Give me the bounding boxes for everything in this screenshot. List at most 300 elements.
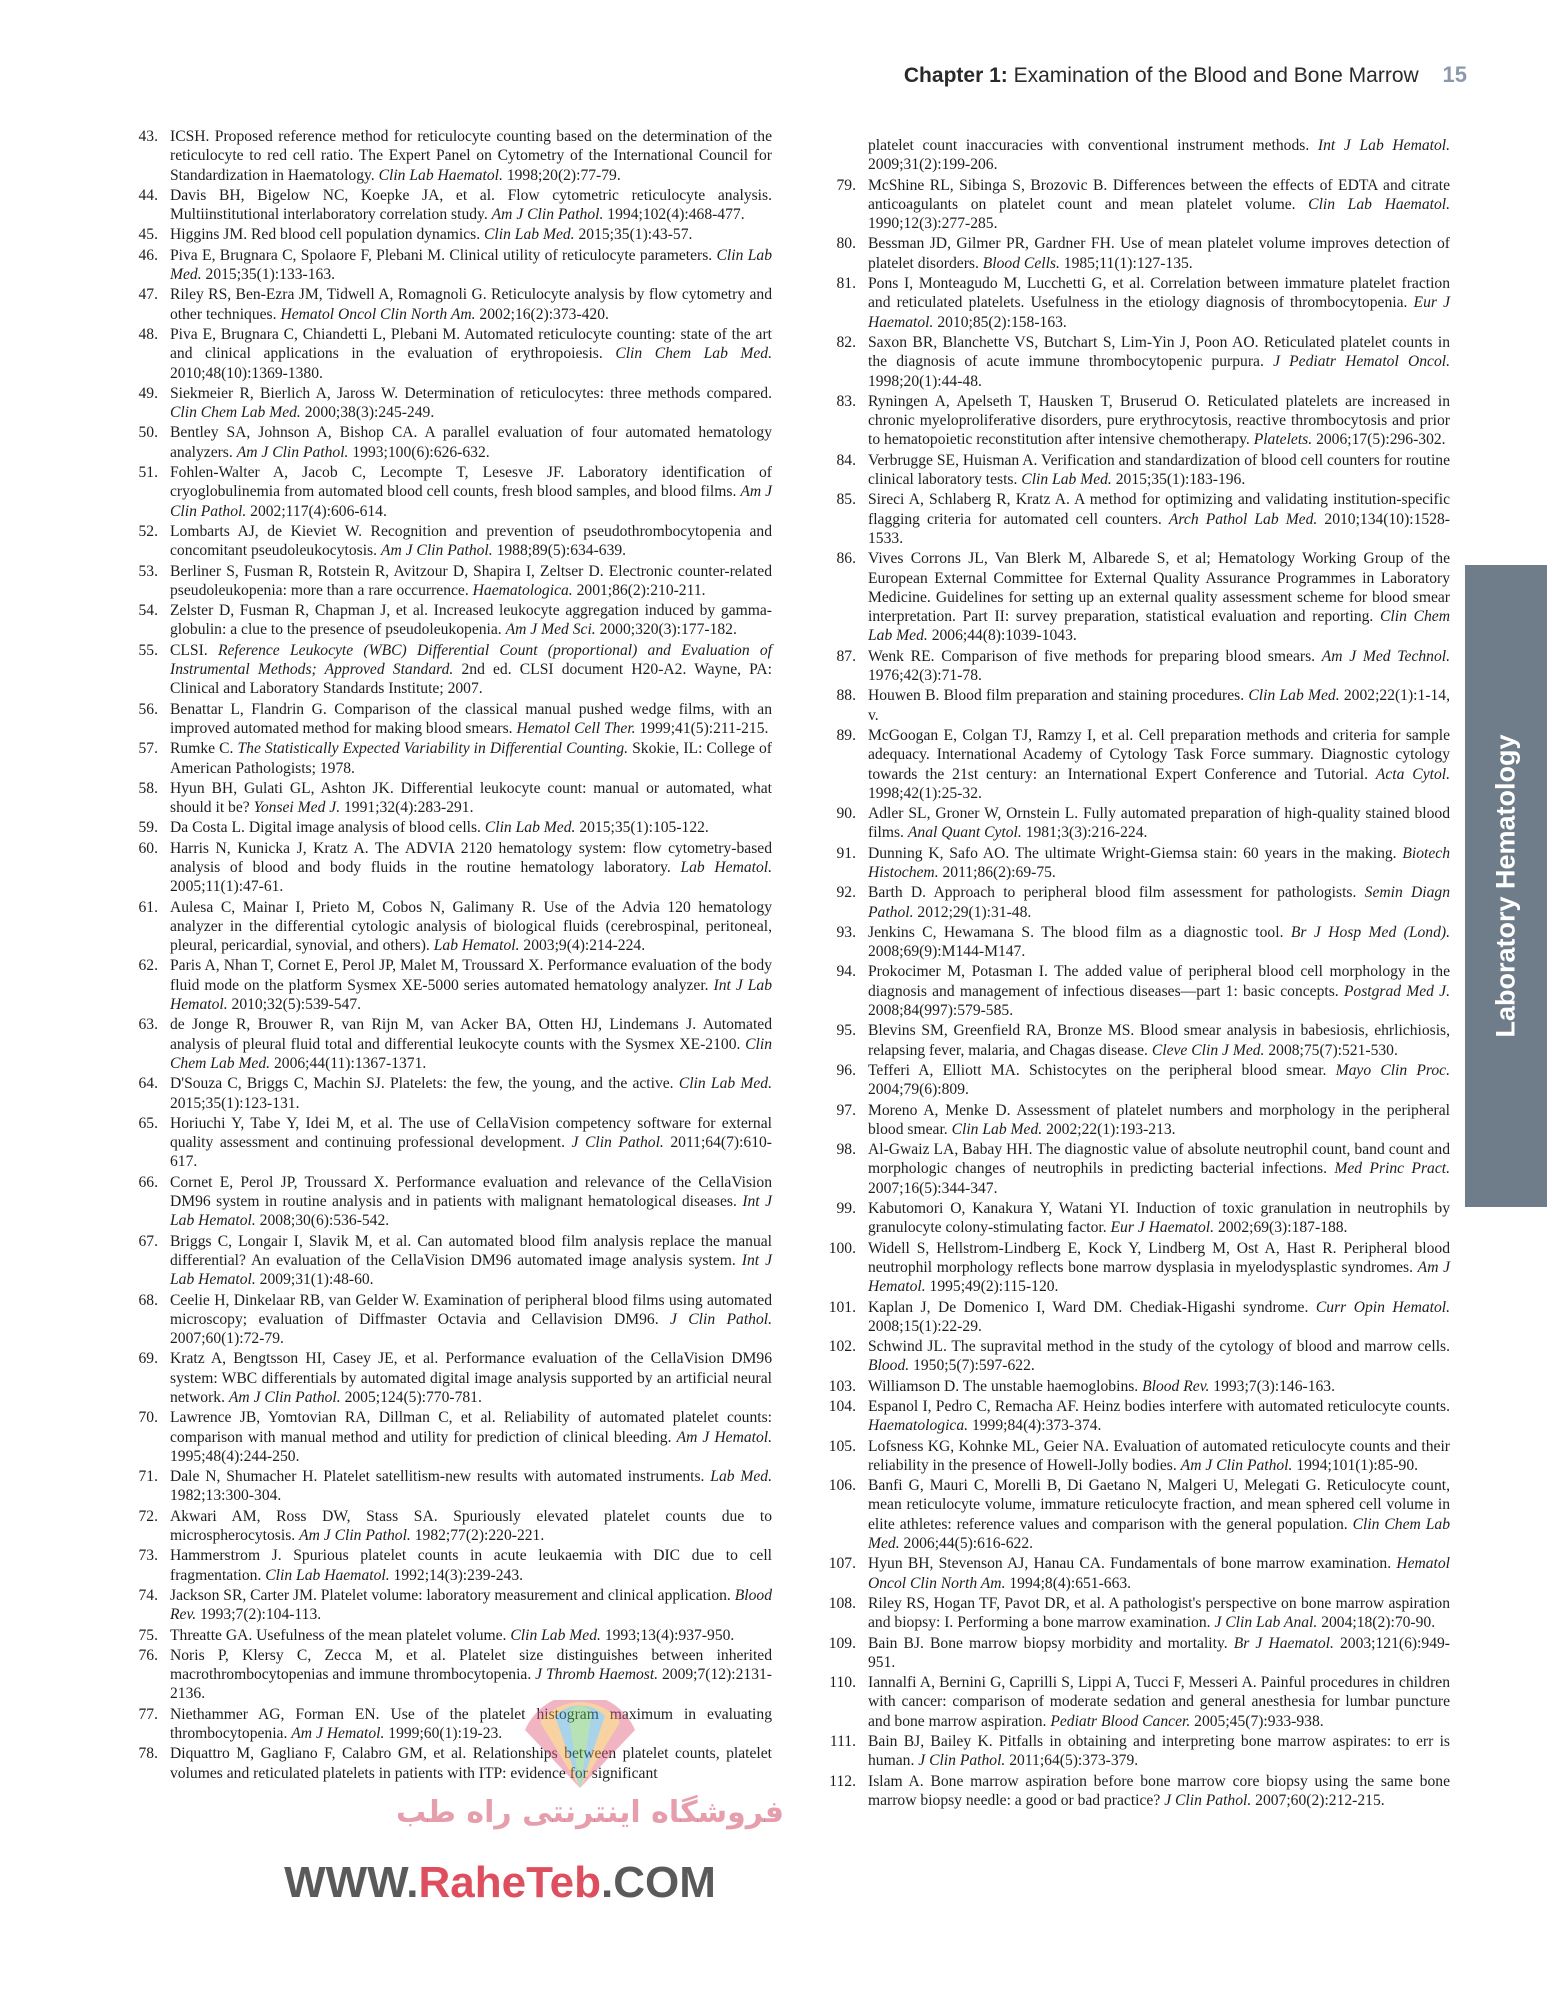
reference-citation: 1993;7(3):146-163. <box>1213 1377 1335 1395</box>
reference-body: Hyun BH, Stevenson AJ, Hanau CA. Fundamentals of bone marrow examination. <box>868 1555 1392 1573</box>
reference-journal: Hematol Oncol Clin North Am. <box>280 305 476 323</box>
reference-item <box>112 956 772 1014</box>
reference-body: Piva E, Brugnara C, Chiandetti L, Plebani M. Automated reticulocyte counting: state of the art and clinical applications in the evaluation of erythropoiesis. <box>170 325 772 363</box>
reference-body: Schwind JL. The supravital method in the study of the cytology of blood and marrow cells. <box>868 1338 1450 1356</box>
reference-text <box>868 1476 1450 1553</box>
reference-citation: 1998;42(1):25-32. <box>868 784 982 802</box>
reference-journal: J Clin Pathol. <box>669 1310 773 1328</box>
reference-citation: 1994;101(1):85-90. <box>1296 1456 1419 1474</box>
reference-body: Hammerstrom J. Spurious platelet counts in acute leukaemia with DIC due to cell fragmentation. <box>170 1547 772 1584</box>
reference-number: 56. <box>138 700 158 718</box>
reference-number: 84. <box>836 451 856 469</box>
reference-number: 99. <box>836 1200 856 1218</box>
reference-item <box>112 839 772 897</box>
reference-journal: Clin Lab Haematol. <box>378 166 503 184</box>
reference-body: Higgins JM. Red blood cell population dynamics. <box>170 226 481 244</box>
reference-citation: 2009;7(12):2131-2136. <box>170 1666 772 1703</box>
reference-number: 95. <box>836 1022 856 1040</box>
reference-body: Piva E, Brugnara C, Spolaore F, Plebani M. Clinical utility of reticulocyte parameters. <box>170 246 713 264</box>
reference-text <box>868 647 1450 686</box>
reference-journal: Am J Hematol. <box>676 1428 773 1446</box>
reference-citation: 2015;35(1):133-163. <box>205 266 336 284</box>
reference-citation: 1991;32(4):283-291. <box>344 799 474 817</box>
reference-text <box>868 1377 1450 1396</box>
reference-item <box>810 804 1450 843</box>
watermark-url-suffix: .COM <box>601 1858 716 1907</box>
reference-text <box>868 490 1450 548</box>
reference-journal: J Pediatr Hematol Oncol. <box>1273 353 1450 371</box>
reference-citation: 1993;7(2):104-113. <box>200 1606 322 1624</box>
reference-text <box>868 962 1450 1020</box>
reference-journal: Clin Lab Haematol. <box>1308 195 1450 213</box>
section-side-tab <box>1465 565 1547 1207</box>
reference-text <box>170 1646 772 1704</box>
reference-journal: Hematol Oncol Clin North Am. <box>868 1555 1451 1592</box>
reference-number: 57. <box>138 740 158 758</box>
reference-number: 52. <box>138 522 158 540</box>
reference-number: 54. <box>138 602 158 620</box>
reference-item <box>112 325 772 383</box>
reference-body: Rumke C. <box>170 740 234 758</box>
reference-item <box>810 333 1450 391</box>
reference-text <box>170 1507 772 1546</box>
reference-item <box>112 1408 772 1466</box>
reference-item <box>810 1140 1450 1198</box>
reference-number: 83. <box>836 392 856 410</box>
reference-body: Bain BJ, Bailey K. Pitfalls in obtaining and interpreting bone marrow aspirates: to err is human. <box>868 1733 1450 1770</box>
reference-citation: 2009;31(2):199-206. <box>868 156 998 174</box>
reference-body: Benattar L, Flandrin G. Comparison of the classical manual pushed wedge films, with an improved automated method for making blood smears. <box>170 700 772 737</box>
reference-text <box>868 1732 1450 1771</box>
reference-text <box>170 1626 772 1645</box>
reference-citation: 2000;320(3):177-182. <box>599 621 737 639</box>
reference-text <box>868 176 1450 234</box>
reference-text <box>868 1061 1450 1100</box>
reference-number: 65. <box>138 1114 158 1132</box>
reference-body: Pons I, Monteagudo M, Lucchetti G, et al. Correlation between immature platelet fraction and reticulated platelets. Usefulness in the etiology diagnosis of thrombocytopenia. <box>868 275 1450 312</box>
reference-body: Noris P, Klersy C, Zecca M, et al. Platelet size distinguishes between inherited macrothrombocytopenias and immune thrombocytopenia. <box>170 1646 772 1684</box>
reference-text <box>170 1291 772 1349</box>
reference-text <box>868 1298 1450 1337</box>
watermark-logo-icon <box>505 1700 655 1790</box>
reference-citation: 2007;60(1):72-79. <box>170 1330 284 1348</box>
reference-item <box>810 844 1450 883</box>
reference-citation: 1985;11(1):127-135. <box>1063 254 1193 272</box>
reference-citation: 2010;85(2):158-163. <box>937 313 1067 331</box>
reference-number: 60. <box>138 839 158 857</box>
reference-body: Riley RS, Ben-Ezra JM, Tidwell A, Romagnoli G. Reticulocyte analysis by flow cytometry and other techniques. <box>170 286 772 323</box>
reference-item <box>112 423 772 462</box>
reference-journal: Lab Med. <box>710 1468 772 1486</box>
reference-item <box>112 779 772 818</box>
reference-number: 109. <box>828 1634 856 1652</box>
reference-journal: Med Princ Pract. <box>1334 1160 1450 1178</box>
reference-citation: 2000;38(3):245-249. <box>304 404 435 422</box>
reference-journal: Clin Lab Med. <box>1021 471 1112 489</box>
reference-citation: 2002;16(2):373-420. <box>479 305 609 323</box>
reference-body: Dunning K, Safo AO. The ultimate Wright-Giemsa stain: 60 years in the making. <box>868 844 1397 862</box>
reference-citation: 2008;84(997):579-585. <box>868 1002 1014 1020</box>
reference-item <box>112 1467 772 1506</box>
reference-text <box>868 1239 1450 1297</box>
reference-item <box>112 739 772 778</box>
reference-number: 91. <box>836 844 856 862</box>
reference-text <box>170 1586 772 1625</box>
reference-journal: Clin Lab Med. <box>170 246 772 284</box>
reference-journal: Am J Clin Pathol. <box>170 483 773 520</box>
reference-citation: 1994;102(4):468-477. <box>607 206 745 224</box>
reference-number: 87. <box>836 647 856 665</box>
reference-text <box>170 700 772 739</box>
reference-citation: 1994;8(4):651-663. <box>1009 1574 1132 1592</box>
reference-item <box>810 1397 1450 1436</box>
reference-journal: Br J Hosp Med (Lond). <box>1290 923 1450 941</box>
reference-number: 50. <box>138 424 158 442</box>
reference-journal: Int J Lab Hematol. <box>170 976 772 1014</box>
reference-item <box>112 1232 772 1290</box>
reference-citation: 2008;30(6):536-542. <box>259 1212 390 1230</box>
reference-citation: 2011;86(2):69-75. <box>942 863 1056 881</box>
references-right-column <box>810 136 1450 1811</box>
reference-body: Bessman JD, Gilmer PR, Gardner FH. Use of mean platelet volume improves detection of platelet disorders. <box>868 235 1450 272</box>
reference-journal: Clin Lab Med. <box>678 1075 772 1093</box>
reference-number: 68. <box>138 1291 158 1309</box>
reference-citation: 1999;84(4):373-374. <box>971 1417 1102 1435</box>
reference-journal: Clin Lab Haematol. <box>265 1566 390 1584</box>
reference-body: Houwen B. Blood film preparation and staining procedures. <box>868 687 1245 705</box>
reference-citation: 2010;134(10):1528-1533. <box>868 510 1450 547</box>
reference-item <box>810 726 1450 803</box>
reference-citation: 2003;9(4):214-224. <box>523 937 646 955</box>
reference-item <box>112 1173 772 1231</box>
reference-text <box>170 1546 772 1585</box>
reference-citation: 2010;32(5):539-547. <box>231 996 362 1014</box>
reference-journal: Blood Rev. <box>170 1586 772 1624</box>
reference-journal: Platelets. <box>1253 431 1313 449</box>
reference-citation: 2002;22(1):1-14, v. <box>868 687 1450 724</box>
reference-item <box>810 1337 1450 1376</box>
reference-number: 46. <box>138 246 158 264</box>
reference-number: 72. <box>138 1507 158 1525</box>
reference-journal: Haematologica. <box>868 1417 969 1435</box>
reference-journal: Am J Clin Pathol. <box>299 1527 411 1545</box>
reference-text <box>170 325 772 383</box>
reference-text <box>170 463 772 521</box>
reference-item <box>810 883 1450 922</box>
reference-number: 67. <box>138 1232 158 1250</box>
reference-text <box>868 1101 1450 1140</box>
reference-journal: Int J Lab Hematol. <box>170 1193 772 1230</box>
side-tab-label: Laboratory Hematology <box>1490 734 1521 1038</box>
watermark-persian-text: فروشگاه اینترنتی راه طب <box>395 1795 785 1830</box>
reference-journal: J Thromb Haemost. <box>535 1666 659 1684</box>
reference-number: 112. <box>829 1772 856 1790</box>
reference-body: Wenk RE. Comparison of five methods for preparing blood smears. <box>868 647 1316 665</box>
reference-citation: 2009;31(1):48-60. <box>259 1271 374 1289</box>
reference-item <box>810 1101 1450 1140</box>
reference-text <box>868 923 1450 962</box>
reference-journal: Clin Lab Med. <box>484 819 576 837</box>
reference-item <box>112 384 772 423</box>
reference-body: Moreno A, Menke D. Assessment of platelet numbers and morphology in the peripheral blood smear. <box>868 1101 1450 1138</box>
reference-number: 90. <box>836 805 856 823</box>
reference-text <box>868 1199 1450 1238</box>
reference-number: 58. <box>138 779 158 797</box>
reference-body: Harris N, Kunicka J, Kratz A. The ADVIA 2120 hematology system: flow cytometry-based analysis of blood and body fluids in the routine hematology laboratory. <box>170 839 772 876</box>
reference-body: Horiuchi Y, Tabe Y, Idei M, et al. The use of CellaVision competency software for external quality assessment and continuing professional development. <box>170 1114 772 1152</box>
reference-body: Akwari AM, Ross DW, Stass SA. Spuriously elevated platelet counts due to microspherocytosis. <box>170 1507 772 1545</box>
reference-body: Adler SL, Groner W, Ornstein L. Fully automated preparation of high-quality stained blood films. <box>868 805 1450 842</box>
reference-body: Siekmeier R, Bierlich A, Jaross W. Determination of reticulocytes: three methods compared. <box>170 384 772 402</box>
reference-body: Paris A, Nhan T, Cornet E, Perol JP, Malet M, Troussard X. Performance evaluation of the body fluid mode on the platform Sysmex XE-5000 series automated hematology analyzer. <box>170 957 772 994</box>
reference-citation: 1988;89(5):634-639. <box>496 542 627 560</box>
reference-item <box>112 1015 772 1073</box>
reference-item <box>112 225 772 244</box>
reference-journal: Anal Quant Cytol. <box>907 824 1022 842</box>
reference-item <box>112 285 772 324</box>
reference-item <box>112 1349 772 1407</box>
reference-number: 107. <box>828 1555 856 1573</box>
reference-citation: 2012;29(1):31-48. <box>917 903 1032 921</box>
reference-item <box>112 818 772 837</box>
reference-citation: 2005;11(1):47-61. <box>170 878 284 896</box>
reference-text <box>868 686 1450 725</box>
reference-number: 105. <box>828 1437 856 1455</box>
reference-citation: 2010;48(10):1369-1380. <box>170 364 323 382</box>
reference-text <box>868 1772 1450 1811</box>
reference-citation: 1993;13(4):937-950. <box>604 1626 735 1644</box>
reference-item <box>112 1291 772 1349</box>
reference-number: 104. <box>828 1398 856 1415</box>
watermark-url <box>180 1858 820 1908</box>
reference-body: Lawrence JB, Yomtovian RA, Dillman C, et al. Reliability of automated platelet counts: comparison with manual method and utility for prediction of clinical bleeding. <box>170 1409 772 1446</box>
reference-text <box>170 1015 772 1073</box>
reference-citation: 2004;18(2):70-90. <box>1321 1614 1436 1632</box>
reference-body: Barth D. Approach to peripheral blood film assessment for pathologists. <box>868 884 1357 902</box>
reference-item <box>810 686 1450 725</box>
reference-number: 76. <box>138 1646 158 1664</box>
reference-text <box>170 739 772 778</box>
reference-body: Niethammer AG, Forman EN. Use of the platelet histogram maximum in evaluating thrombocytopenia. <box>170 1705 772 1743</box>
reference-journal: Curr Opin Hematol. <box>1315 1298 1451 1316</box>
reference-journal: Blood Cells. <box>982 254 1060 272</box>
reference-body: Widell S, Hellstrom-Lindberg E, Kock Y, Lindberg M, Ost A, Hast R. Peripheral blood neutrophil morphology reflects bone marrow dysplasia in myelodysplastic syndromes. <box>868 1239 1450 1276</box>
reference-body: platelet count inaccuracies with conventional instrument methods. <box>868 137 1310 154</box>
reference-item <box>810 1673 1450 1731</box>
reference-body: Williamson D. The unstable haemoglobins. <box>868 1377 1139 1395</box>
reference-citation: 2006;44(11):1367-1371. <box>273 1054 427 1072</box>
reference-text <box>170 384 772 423</box>
reference-journal: Yonsei Med J. <box>253 799 341 817</box>
reference-item <box>810 490 1450 548</box>
reference-text <box>170 1408 772 1466</box>
reference-journal: Reference Leukocyte (WBC) Differential Count (proportional) and Evaluation of Instrumental Methods; Approved Standard. <box>170 641 773 679</box>
reference-citation: 2003;121(6):949-951. <box>868 1634 1450 1671</box>
reference-body: Tefferi A, Elliott MA. Schistocytes on the peripheral blood smear. <box>868 1061 1327 1079</box>
chapter-label: Chapter 1: <box>903 64 1008 87</box>
reference-item <box>810 1476 1450 1553</box>
reference-citation: 2011;64(7):610-617. <box>170 1134 772 1171</box>
reference-item <box>112 1626 772 1645</box>
reference-journal: Br J Haematol. <box>1233 1634 1334 1652</box>
reference-journal: Clin Chem Lab Med. <box>868 1515 1450 1553</box>
reference-text <box>868 844 1450 883</box>
reference-citation: 2006;17(5):296-302. <box>1316 431 1446 449</box>
reference-number: 78. <box>138 1745 158 1763</box>
reference-journal: Semin Diagn Pathol. <box>868 884 1450 921</box>
reference-number: 55. <box>138 641 158 659</box>
reference-journal: Acta Cytol. <box>1375 765 1450 783</box>
reference-citation: 1990;12(3):277-285. <box>868 215 998 233</box>
reference-body: Kabutomori O, Kanakura Y, Watani YI. Induction of toxic granulation in neutrophils by granulocyte colony-stimulating factor. <box>868 1200 1450 1237</box>
reference-item <box>112 1705 772 1744</box>
reference-number: 74. <box>138 1586 158 1604</box>
reference-item <box>112 1507 772 1546</box>
reference-journal: Int J Lab Hematol. <box>170 1251 772 1289</box>
reference-text <box>868 549 1450 645</box>
reference-citation: 1998;20(2):77-79. <box>506 166 621 184</box>
reference-citation: 2008;15(1):22-29. <box>868 1317 982 1335</box>
reference-text <box>170 641 772 699</box>
reference-body: Fohlen-Walter A, Jacob C, Lecompte T, Lesesve JF. Laboratory identification of cryoglobulinemia from automated blood cell counts, fresh blood samples, and blood films. <box>170 464 772 501</box>
reference-text <box>170 601 772 640</box>
reference-item <box>112 700 772 739</box>
reference-number: 88. <box>836 687 856 705</box>
reference-journal: Int J Lab Hematol. <box>1317 137 1451 154</box>
reference-citation: 2nd ed. CLSI document H20-A2. Wayne, PA: Clinical and Laboratory Standards Institute; 2007. <box>170 661 773 698</box>
reference-journal: Am J Med Technol. <box>1321 647 1450 665</box>
reference-citation: 1995;49(2):115-120. <box>929 1278 1059 1296</box>
reference-body: McShine RL, Sibinga S, Brozovic B. Differences between the effects of EDTA and citrate anticoagulants on platelet count and mean platelet volume. <box>868 176 1450 213</box>
reference-number: 106. <box>828 1477 856 1495</box>
reference-journal: Am J Clin Pathol. <box>228 1389 341 1406</box>
reference-citation: 2015;35(1):43-57. <box>578 226 693 244</box>
reference-number: 44. <box>138 186 158 204</box>
reference-text <box>170 898 772 956</box>
reference-number: 70. <box>138 1409 158 1427</box>
reference-item <box>112 898 772 956</box>
reference-number: 81. <box>836 275 856 293</box>
reference-item <box>810 647 1450 686</box>
references-left-column <box>112 127 772 1784</box>
reference-item <box>810 234 1450 273</box>
reference-journal: Am J Clin Pathol. <box>491 206 604 224</box>
reference-number: 69. <box>138 1350 158 1368</box>
reference-item <box>810 1377 1450 1396</box>
reference-journal: Mayo Clin Proc. <box>1335 1061 1451 1079</box>
reference-journal: Blood. <box>868 1357 910 1375</box>
reference-item <box>112 1646 772 1704</box>
reference-item <box>810 392 1450 450</box>
reference-number: 98. <box>836 1141 856 1159</box>
reference-number: 71. <box>138 1468 158 1486</box>
reference-body: Islam A. Bone marrow aspiration before bone marrow core biopsy using the same bone marrow biopsy needle: a good or bad practice? <box>868 1772 1450 1809</box>
reference-text <box>868 1337 1450 1376</box>
reference-text <box>170 839 772 897</box>
reference-item <box>112 601 772 640</box>
reference-journal: J Clin Lab Anal. <box>1214 1614 1318 1632</box>
reference-number: 102. <box>828 1338 856 1356</box>
reference-number: 103. <box>828 1377 856 1395</box>
reference-text <box>170 285 772 324</box>
reference-citation: 2006;44(8):1039-1043. <box>931 627 1077 645</box>
reference-text <box>868 804 1450 843</box>
reference-journal: Am J Hematol. <box>291 1725 385 1743</box>
reference-journal: J Clin Pathol. <box>918 1752 1006 1770</box>
reference-text <box>170 522 772 561</box>
reference-journal: Clin Lab Med. <box>484 226 575 244</box>
reference-text <box>170 423 772 462</box>
reference-body: Saxon BR, Blanchette VS, Butchart S, Lim-Yin J, Poon AO. Reticulated platelet counts in the diagnosis of acute immune thrombocytopenic purpura. <box>868 333 1450 371</box>
reference-item <box>112 1586 772 1625</box>
reference-body: ICSH. Proposed reference method for reticulocyte counting based on the determination of the reticulocyte to red cell ratio. The Expert Panel on Cytometry of the International Council for Standardization in Haematology. <box>170 128 772 184</box>
reference-journal: Hematol Cell Ther. <box>516 719 636 737</box>
reference-text <box>170 956 772 1014</box>
reference-journal: Clin Chem Lab Med. <box>615 345 772 363</box>
reference-item <box>112 186 772 225</box>
reference-body: Aulesa C, Mainar I, Prieto M, Cobos N, Galimany R. Use of the Advia 120 hematology analyzer in the differential cytologic analysis of biological fluids (cerebrospinal, peritoneal, pleural, pericardial, synovial, and others). <box>170 898 772 955</box>
reference-item <box>112 522 772 561</box>
reference-item <box>810 1594 1450 1633</box>
reference-body: Banfi G, Mauri C, Morelli B, Di Gaetano N, Malgeri U, Melegati G. Reticulocyte count, mean reticulocyte volume, immature reticulocyte fraction, and mean sphered cell volume in elite athletes: reference values and comparison with the general population. <box>868 1477 1450 1533</box>
reference-journal: Lab Hematol. <box>433 937 520 955</box>
reference-text <box>868 726 1450 803</box>
reference-number: 108. <box>828 1594 856 1612</box>
reference-body: Ryningen A, Apelseth T, Hausken T, Bruserud O. Reticulated platelets are increased in chronic myeloproliferative disorders, pure erythrocytosis, reactive thrombocytosis and prior to hematopoietic reconstitution after intensive chemotherapy. <box>868 392 1450 449</box>
reference-item <box>810 1732 1450 1771</box>
reference-text <box>868 234 1450 273</box>
reference-item <box>810 1634 1450 1673</box>
reference-number: 64. <box>138 1075 158 1093</box>
reference-journal: Arch Pathol Lab Med. <box>1168 510 1318 528</box>
reference-text <box>868 1594 1450 1633</box>
reference-body: Riley RS, Hogan TF, Pavot DR, et al. A pathologist's perspective on bone marrow aspiration and biopsy: I. Performing a bone marrow examination. <box>868 1594 1450 1632</box>
reference-number: 96. <box>836 1061 856 1079</box>
reference-text <box>868 883 1450 922</box>
reference-text <box>868 1634 1450 1673</box>
reference-body: McGoogan E, Colgan TJ, Ramzy I, et al. Cell preparation methods and criteria for sample adequacy. International Academy of Cytology Task Force summary. Diagnostic cytology towards the 21st century: an International Expert Conference and Tutorial. <box>868 726 1450 783</box>
reference-journal: The Statistically Expected Variability in Differential Counting. <box>237 740 629 758</box>
reference-number: 92. <box>836 884 856 902</box>
reference-item <box>810 1298 1450 1337</box>
reference-number: 45. <box>138 226 158 244</box>
reference-text <box>868 451 1450 490</box>
reference-text <box>868 1021 1450 1060</box>
reference-number: 111. <box>829 1733 856 1751</box>
chapter-title: Examination of the Blood and Bone Marrow <box>1013 64 1419 87</box>
reference-body: Jackson SR, Carter JM. Platelet volume: laboratory measurement and clinical application. <box>170 1586 731 1604</box>
reference-number: 51. <box>138 464 158 482</box>
reference-citation: 1999;60(1):19-23. <box>388 1725 503 1743</box>
reference-citation: 2011;64(5):373-379. <box>1009 1752 1139 1770</box>
reference-number: 86. <box>836 550 856 568</box>
running-header <box>904 62 1467 88</box>
reference-number: 75. <box>138 1626 158 1644</box>
reference-item <box>810 549 1450 645</box>
reference-number: 43. <box>138 128 158 145</box>
reference-number: 94. <box>836 963 856 981</box>
reference-journal: Clin Chem Lab Med. <box>868 608 1450 645</box>
reference-journal: Eur J Haematol. <box>868 294 1450 331</box>
reference-citation: 2004;79(6):809. <box>868 1081 969 1099</box>
reference-citation: 2008;75(7):521-530. <box>1268 1041 1398 1059</box>
reference-citation: 2002;117(4):606-614. <box>250 502 387 520</box>
reference-item <box>810 1437 1450 1476</box>
reference-citation: 1992;14(3):239-243. <box>393 1566 524 1584</box>
reference-journal: Lab Hematol. <box>680 858 772 876</box>
reference-body: Berliner S, Fusman R, Rotstein R, Avitzour D, Shapira I, Zeltser D. Electronic counter-related pseudoleukopenia: more than a rare occurrence. <box>170 562 772 599</box>
reference-text <box>868 1437 1450 1476</box>
